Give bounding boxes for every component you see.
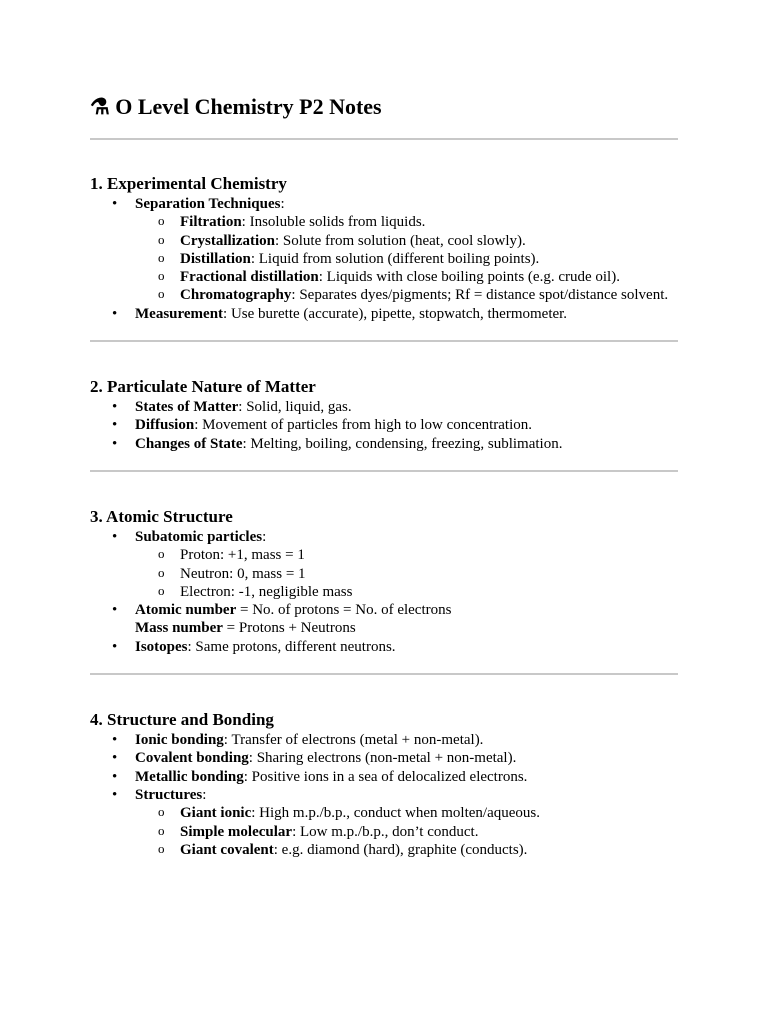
list-item: [90, 786, 678, 859]
section-heading: 3. Atomic Structure: [90, 506, 233, 526]
list-item: [90, 416, 678, 434]
section-structure-and-bonding: [90, 709, 678, 859]
item-text: : Positive ions in a sea of delocalized electrons.: [243, 768, 528, 785]
item-text: = Protons + Neutrons: [222, 620, 356, 637]
divider: [90, 138, 678, 140]
item-term: Diffusion: [135, 417, 195, 434]
item-term: Measurement: [135, 305, 224, 322]
bullet-list: [90, 398, 678, 453]
item-term: Subatomic particles: [135, 528, 263, 545]
item-term: Chromatography: [180, 287, 292, 304]
list-item: [90, 435, 678, 453]
item-term: Mass number: [135, 620, 223, 637]
sub-list-item: [135, 823, 678, 841]
list-item: [90, 195, 678, 305]
item-text: : Low m.p./b.p., don’t conduct.: [292, 823, 479, 840]
item-term: Isotopes: [135, 638, 188, 655]
document-title-text: O Level Chemistry P2 Notes: [115, 94, 382, 119]
item-text: Electron: -1, negligible mass: [180, 583, 353, 600]
sub-list-item: [135, 250, 678, 268]
item-term: States of Matter: [135, 399, 239, 416]
item-text: : Liquids with close boiling points (e.g. crude oil).: [318, 269, 620, 286]
sub-list-item: [135, 804, 678, 822]
item-term: Crystallization: [180, 232, 275, 249]
sub-list-item: [135, 583, 678, 601]
item-text: : Separates dyes/pigments; Rf = distance spot/distance solvent.: [291, 287, 669, 304]
item-text: :: [280, 196, 285, 212]
divider: [90, 673, 678, 675]
sub-list-item: [135, 546, 678, 564]
item-text: :: [262, 528, 267, 545]
bullet-list: [90, 731, 678, 859]
list-item: [90, 731, 678, 749]
item-term: Giant covalent: [180, 841, 274, 858]
section-particulate-nature-of-matter: [90, 376, 678, 472]
list-item: [90, 768, 678, 786]
item-text: Neutron: 0, mass = 1: [180, 565, 306, 582]
list-item: [90, 749, 678, 767]
item-text: : Same protons, different neutrons.: [187, 638, 396, 655]
item-text: : e.g. diamond (hard), graphite (conducts).: [273, 841, 528, 858]
section-atomic-structure: [90, 506, 678, 675]
sub-list-item: [135, 268, 678, 286]
section-heading: 4. Structure and Bonding: [90, 710, 274, 730]
sub-list: [135, 804, 678, 859]
item-term: Separation Techniques: [135, 196, 281, 212]
divider: [90, 470, 678, 472]
sub-list-item: [135, 213, 678, 231]
sub-list: [135, 213, 678, 304]
sub-list-item: [135, 232, 678, 250]
document-page: [90, 0, 678, 859]
bullet-list: [90, 195, 678, 323]
item-term: Atomic number: [135, 602, 237, 619]
item-text: : Movement of particles from high to low concentration.: [194, 417, 533, 434]
item-text: Proton: +1, mass = 1: [180, 547, 305, 564]
list-item: [90, 528, 678, 601]
document-title: [90, 0, 678, 121]
item-text: : Solute from solution (heat, cool slowly).: [275, 232, 526, 249]
item-text: : Sharing electrons (non-metal + non-metal).: [248, 750, 517, 767]
item-text: : Liquid from solution (different boiling points).: [250, 250, 540, 267]
item-text: :: [202, 786, 207, 803]
item-term: Covalent bonding: [135, 750, 249, 767]
item-text: : Use burette (accurate), pipette, stopwatch, thermometer.: [223, 305, 568, 322]
sub-list: [135, 546, 678, 601]
sub-list-item: [135, 286, 678, 304]
item-text: : Insoluble solids from liquids.: [241, 214, 426, 231]
section-heading: 2. Particulate Nature of Matter: [90, 377, 316, 397]
section-experimental-chemistry: [90, 173, 678, 342]
item-term: Filtration: [180, 214, 242, 231]
sub-list-item: [135, 565, 678, 583]
section-heading: 1. Experimental Chemistry: [90, 174, 287, 193]
flask-icon: ⚗: [90, 94, 110, 119]
bullet-list: [90, 528, 678, 656]
item-term: Distillation: [180, 250, 251, 267]
item-text: : High m.p./b.p., conduct when molten/aqueous.: [251, 805, 540, 822]
item-text: : Transfer of electrons (metal + non-metal).: [223, 732, 484, 749]
item-term: Changes of State: [135, 435, 243, 452]
item-term: Simple molecular: [180, 823, 293, 840]
list-item: [90, 601, 678, 638]
item-text: : Melting, boiling, condensing, freezing, sublimation.: [242, 435, 563, 452]
item-term: Structures: [135, 786, 203, 803]
list-item: [90, 638, 678, 656]
item-term: Metallic bonding: [135, 768, 244, 785]
item-term: Fractional distillation: [180, 269, 319, 286]
list-item: [90, 305, 678, 323]
list-item: [90, 398, 678, 416]
divider: [90, 340, 678, 342]
item-term: Ionic bonding: [135, 732, 224, 749]
item-term: Giant ionic: [180, 805, 252, 822]
item-text: = No. of protons = No. of electrons: [236, 602, 452, 619]
item-text: : Solid, liquid, gas.: [238, 399, 352, 416]
sub-list-item: [135, 841, 678, 859]
